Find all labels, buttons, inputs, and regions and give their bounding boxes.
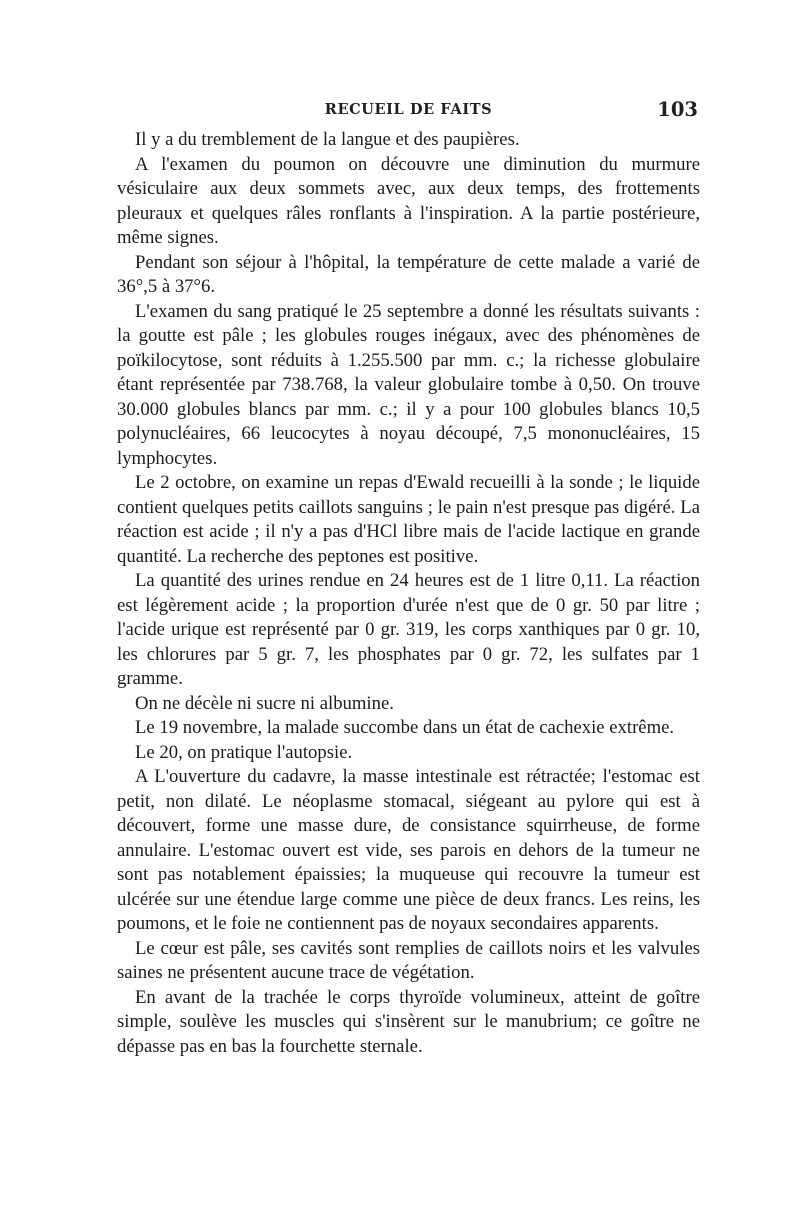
running-title: RECUEIL DE FAITS bbox=[324, 101, 493, 118]
paragraph-urines: La quantité des urines rendue en 24 heures est de 1 litre 0,11. La réaction est légèrement acide ; la proportion d'urée n'est que de 0 gr. 50 par litre ; l'acide urique est représenté par 0 gr. 319, les corps xanthiques par 0 gr. 10, les chlorures par 5 gr. 7, les phosphates par 0 gr. 72, les sulfates par 1 gramme. bbox=[117, 570, 700, 689]
paragraph-repas-ewald: Le 2 octobre, on examine un repas d'Ewald recueilli à la sonde ; le liquide contient quelques petits caillots sanguins ; le pain n'est presque pas digéré. La réaction est acide ; il n'y a pas d'HCl libre mais de l'acide lactique en grande quantité. La recherche des peptones est positive. bbox=[117, 472, 700, 567]
paragraph-temperature: Pendant son séjour à l'hôpital, la température de cette malade a varié de 36°,5 à 37°6. bbox=[117, 251, 700, 297]
paragraph-ouverture-cadavre: A L'ouverture du cadavre, la masse intestinale est rétractée; l'estomac est petit, non dilaté. Le néoplasme stomacal, siégeant au pylore qui est à découvert, forme une masse dure, de consistance squirrheuse, de forme annulaire. L'estomac ouvert est vide, ses parois en dehors de la tumeur ne sont pas notablement épaissies; la muqueuse qui recouvre la tumeur est ulcérée sur une étendue large comme une pièce de deux francs. Les reins, les poumons, et le foie ne contiennent pas de noyaux secondaires apparents. bbox=[117, 766, 700, 934]
body-text bbox=[117, 128, 700, 1059]
paragraph-deces: Le 19 novembre, la malade succombe dans un état de cachexie extrême. bbox=[135, 717, 675, 738]
paragraph-tremblement: Il y a du tremblement de la langue et des paupières. bbox=[135, 129, 520, 150]
paragraph-autopsie: Le 20, on pratique l'autopsie. bbox=[135, 741, 353, 763]
page-header bbox=[117, 99, 700, 123]
paragraph-coeur: Le cœur est pâle, ses cavités sont remplies de caillots noirs et les valvules saines ne présentent aucune trace de végétation. bbox=[117, 937, 700, 983]
paragraph-examen-poumon: A l'examen du poumon on découvre une diminution du murmure vésiculaire aux deux sommets avec, aux deux temps, des frottements pleuraux et quelques râles ronflants à l'inspiration. A la partie postérieure, même signes. bbox=[117, 153, 700, 248]
page-number: 103 bbox=[657, 98, 698, 121]
paragraph-sucre-albumine: On ne décèle ni sucre ni albumine. bbox=[135, 692, 394, 714]
paragraph-thyroide: En avant de la trachée le corps thyroïde volumineux, atteint de goître simple, soulève les muscles qui s'insèrent sur le manubrium; ce goître ne dépasse pas en bas la fourchette sternale. bbox=[117, 986, 700, 1057]
paragraph-examen-sang: L'examen du sang pratiqué le 25 septembre a donné les résultats suivants : la goutte est pâle ; les globules rouges inégaux, avec des phénomènes de poïkilocytose, sont réduits à 1.255.500 par mm. c.; la richesse globulaire étant représentée par 738.768, la valeur globulaire tombe à 0,50. On trouve 30.000 globules blancs par mm. c.; il y a pour 100 globules blancs 10,5 polynucléaires, 66 leucocytes à noyau découpé, 7,5 mononucléaires, 15 lymphocytes. bbox=[117, 300, 700, 469]
